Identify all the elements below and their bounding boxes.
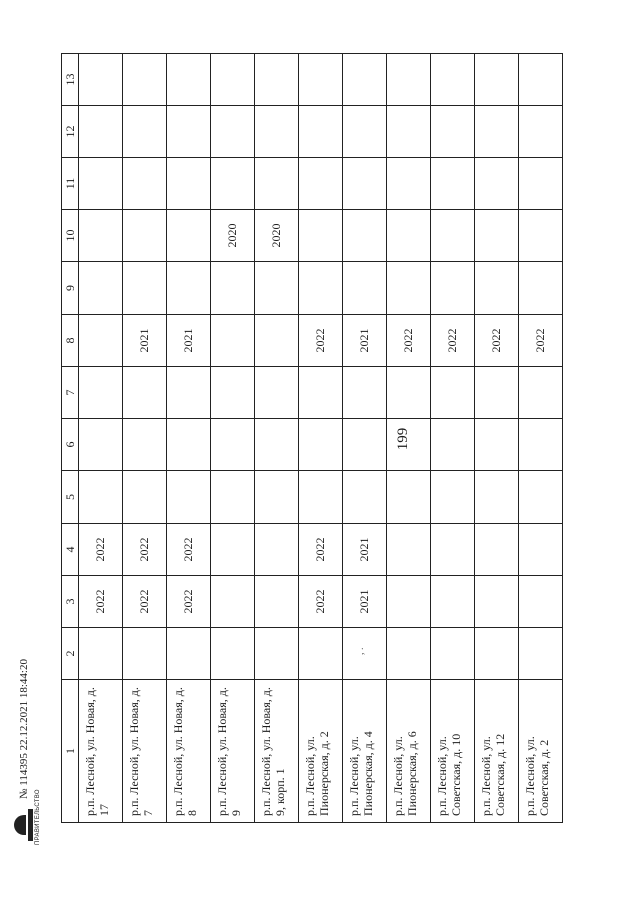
- col-header-9: 9: [62, 262, 79, 315]
- cell-col-6: [475, 419, 519, 471]
- cell-col-9: [299, 262, 343, 315]
- cell-col-13: [211, 54, 255, 106]
- schedule-table: [61, 53, 563, 823]
- cell-col-7: [167, 367, 211, 419]
- col-header-8: 8: [62, 315, 79, 367]
- page-number: 199: [395, 427, 411, 451]
- cell-col-2: [211, 628, 255, 680]
- cell-col-13: [167, 54, 211, 106]
- cell-col-7: [123, 367, 167, 419]
- cell-col-12: [211, 106, 255, 158]
- cell-col-4: 2022: [299, 524, 343, 576]
- cell-col-12: [475, 106, 519, 158]
- table-row: [475, 54, 519, 823]
- cell-col-9: [167, 262, 211, 315]
- cell-col-8: 2021: [343, 315, 387, 367]
- col-header-1: 1: [62, 680, 79, 823]
- address-cell: р.п. Лесной, ул. Пионерская, д. 6: [387, 680, 431, 823]
- table-row: [519, 54, 563, 823]
- cell-col-9: [387, 262, 431, 315]
- col-header-11: 11: [62, 158, 79, 210]
- cell-col-7: [475, 367, 519, 419]
- cell-col-8: 2022: [475, 315, 519, 367]
- cell-col-8: [211, 315, 255, 367]
- cell-col-11: [167, 158, 211, 210]
- cell-col-10: [431, 210, 475, 262]
- cell-col-8: 2021: [167, 315, 211, 367]
- cell-col-13: [475, 54, 519, 106]
- cell-col-11: [387, 158, 431, 210]
- cell-col-5: [167, 471, 211, 524]
- cell-col-7: [343, 367, 387, 419]
- cell-col-2: [79, 628, 123, 680]
- address-cell: р.п. Лесной, ул. Новая, д. 17: [79, 680, 123, 823]
- cell-col-7: [387, 367, 431, 419]
- cell-col-7: [299, 367, 343, 419]
- cell-col-13: [343, 54, 387, 106]
- cell-col-4: [431, 524, 475, 576]
- cell-col-11: [299, 158, 343, 210]
- table-row: [79, 54, 123, 823]
- cell-col-9: [519, 262, 563, 315]
- stamp-text: № 114395 22.12.2021 18:44:20: [18, 659, 30, 799]
- cell-col-10: [475, 210, 519, 262]
- address-cell: р.п. Лесной, ул. Советская, д. 10: [431, 680, 475, 823]
- cell-col-4: [211, 524, 255, 576]
- address-cell: р.п. Лесной, ул. Советская, д. 2: [519, 680, 563, 823]
- cell-col-12: [123, 106, 167, 158]
- cell-col-9: [431, 262, 475, 315]
- cell-col-8: [255, 315, 299, 367]
- col-header-13: 13: [62, 54, 79, 106]
- table-row: [387, 54, 431, 823]
- cell-col-2: [431, 628, 475, 680]
- cell-col-6: [387, 419, 431, 471]
- address-cell: р.п. Лесной, ул. Новая, д. 9: [211, 680, 255, 823]
- cell-col-6: [123, 419, 167, 471]
- table-row: [123, 54, 167, 823]
- cell-col-2: [387, 628, 431, 680]
- cell-col-5: [299, 471, 343, 524]
- cell-col-7: [79, 367, 123, 419]
- cell-col-3: 2022: [299, 576, 343, 628]
- cell-col-12: [519, 106, 563, 158]
- cell-col-13: [519, 54, 563, 106]
- table-row: [211, 54, 255, 823]
- cell-col-9: [343, 262, 387, 315]
- cell-col-12: [299, 106, 343, 158]
- cell-col-12: [343, 106, 387, 158]
- cell-col-12: [387, 106, 431, 158]
- cell-col-2: [255, 628, 299, 680]
- col-header-7: 7: [62, 367, 79, 419]
- cell-col-3: [255, 576, 299, 628]
- cell-col-13: [431, 54, 475, 106]
- cell-col-2: [123, 628, 167, 680]
- cell-col-2: [475, 628, 519, 680]
- cell-col-3: [431, 576, 475, 628]
- cell-col-8: [79, 315, 123, 367]
- cell-col-9: [211, 262, 255, 315]
- cell-col-13: [123, 54, 167, 106]
- cell-col-13: [387, 54, 431, 106]
- cell-col-3: [211, 576, 255, 628]
- cell-col-3: [475, 576, 519, 628]
- cell-col-8: 2021: [123, 315, 167, 367]
- scan-marks: , .: [355, 647, 366, 655]
- cell-col-10: [299, 210, 343, 262]
- cell-col-6: [79, 419, 123, 471]
- cell-col-11: [255, 158, 299, 210]
- cell-col-12: [431, 106, 475, 158]
- col-header-2: 2: [62, 628, 79, 680]
- cell-col-3: 2022: [79, 576, 123, 628]
- cell-col-10: [343, 210, 387, 262]
- cell-col-12: [167, 106, 211, 158]
- cell-col-8: 2022: [431, 315, 475, 367]
- address-cell: р.п. Лесной, ул. Пионерская, д. 4: [343, 680, 387, 823]
- cell-col-6: [211, 419, 255, 471]
- cell-col-4: [475, 524, 519, 576]
- cell-col-2: [343, 628, 387, 680]
- cell-col-4: [387, 524, 431, 576]
- cell-col-4: 2022: [79, 524, 123, 576]
- table-row: [431, 54, 475, 823]
- cell-col-7: [211, 367, 255, 419]
- cell-col-5: [211, 471, 255, 524]
- cell-col-10: [519, 210, 563, 262]
- cell-col-6: [255, 419, 299, 471]
- cell-col-6: [167, 419, 211, 471]
- cell-col-6: [343, 419, 387, 471]
- cell-col-10: [387, 210, 431, 262]
- cell-col-3: 2022: [123, 576, 167, 628]
- cell-col-9: [475, 262, 519, 315]
- cell-col-5: [79, 471, 123, 524]
- cell-col-11: [431, 158, 475, 210]
- col-header-5: 5: [62, 471, 79, 524]
- cell-col-12: [79, 106, 123, 158]
- cell-col-10: 2020: [255, 210, 299, 262]
- cell-col-9: [123, 262, 167, 315]
- cell-col-13: [79, 54, 123, 106]
- table-row: [299, 54, 343, 823]
- cell-col-11: [343, 158, 387, 210]
- cell-col-6: [299, 419, 343, 471]
- cell-col-10: 2020: [211, 210, 255, 262]
- col-header-12: 12: [62, 106, 79, 158]
- cell-col-4: 2021: [343, 524, 387, 576]
- table-row: [343, 54, 387, 823]
- cell-col-3: 2022: [167, 576, 211, 628]
- cell-col-9: [255, 262, 299, 315]
- cell-col-13: [255, 54, 299, 106]
- cell-col-2: [519, 628, 563, 680]
- cell-col-6: [519, 419, 563, 471]
- cell-col-8: 2022: [387, 315, 431, 367]
- cell-col-5: [475, 471, 519, 524]
- cell-col-4: [255, 524, 299, 576]
- cell-col-7: [431, 367, 475, 419]
- cell-col-5: [343, 471, 387, 524]
- cell-col-3: 2021: [343, 576, 387, 628]
- cell-col-13: [299, 54, 343, 106]
- cell-col-11: [123, 158, 167, 210]
- cell-col-5: [431, 471, 475, 524]
- logo-caption: ПРАВИТЕЛЬСТВО: [35, 789, 41, 845]
- header-row: [62, 54, 79, 823]
- col-header-6: 6: [62, 419, 79, 471]
- cell-col-7: [519, 367, 563, 419]
- cell-col-5: [255, 471, 299, 524]
- address-cell: р.п. Лесной, ул. Новая, д. 9, корп. 1: [255, 680, 299, 823]
- address-cell: р.п. Лесной, ул. Новая, д. 8: [167, 680, 211, 823]
- col-header-3: 3: [62, 576, 79, 628]
- cell-col-5: [519, 471, 563, 524]
- cell-col-7: [255, 367, 299, 419]
- cell-col-6: [431, 419, 475, 471]
- cell-col-2: [167, 628, 211, 680]
- cell-col-11: [519, 158, 563, 210]
- registration-stamp: [12, 645, 46, 845]
- col-header-10: 10: [62, 210, 79, 262]
- cell-col-4: 2022: [123, 524, 167, 576]
- table-row: [255, 54, 299, 823]
- cell-col-4: [519, 524, 563, 576]
- cell-col-11: [475, 158, 519, 210]
- cell-col-11: [211, 158, 255, 210]
- cell-col-10: [167, 210, 211, 262]
- cell-col-12: [255, 106, 299, 158]
- address-cell: р.п. Лесной, ул. Новая, д. 7: [123, 680, 167, 823]
- col-header-4: 4: [62, 524, 79, 576]
- cell-col-3: [387, 576, 431, 628]
- cell-col-8: 2022: [519, 315, 563, 367]
- cell-col-3: [519, 576, 563, 628]
- address-cell: р.п. Лесной, ул. Советская, д. 12: [475, 680, 519, 823]
- table-row: [167, 54, 211, 823]
- cell-col-8: 2022: [299, 315, 343, 367]
- cell-col-5: [387, 471, 431, 524]
- address-cell: р.п. Лесной, ул. Пионерская, д. 2: [299, 680, 343, 823]
- cell-col-11: [79, 158, 123, 210]
- cell-col-10: [79, 210, 123, 262]
- cell-col-4: 2022: [167, 524, 211, 576]
- cell-col-2: [299, 628, 343, 680]
- government-building-icon: [12, 789, 46, 845]
- cell-col-9: [79, 262, 123, 315]
- cell-col-5: [123, 471, 167, 524]
- cell-col-10: [123, 210, 167, 262]
